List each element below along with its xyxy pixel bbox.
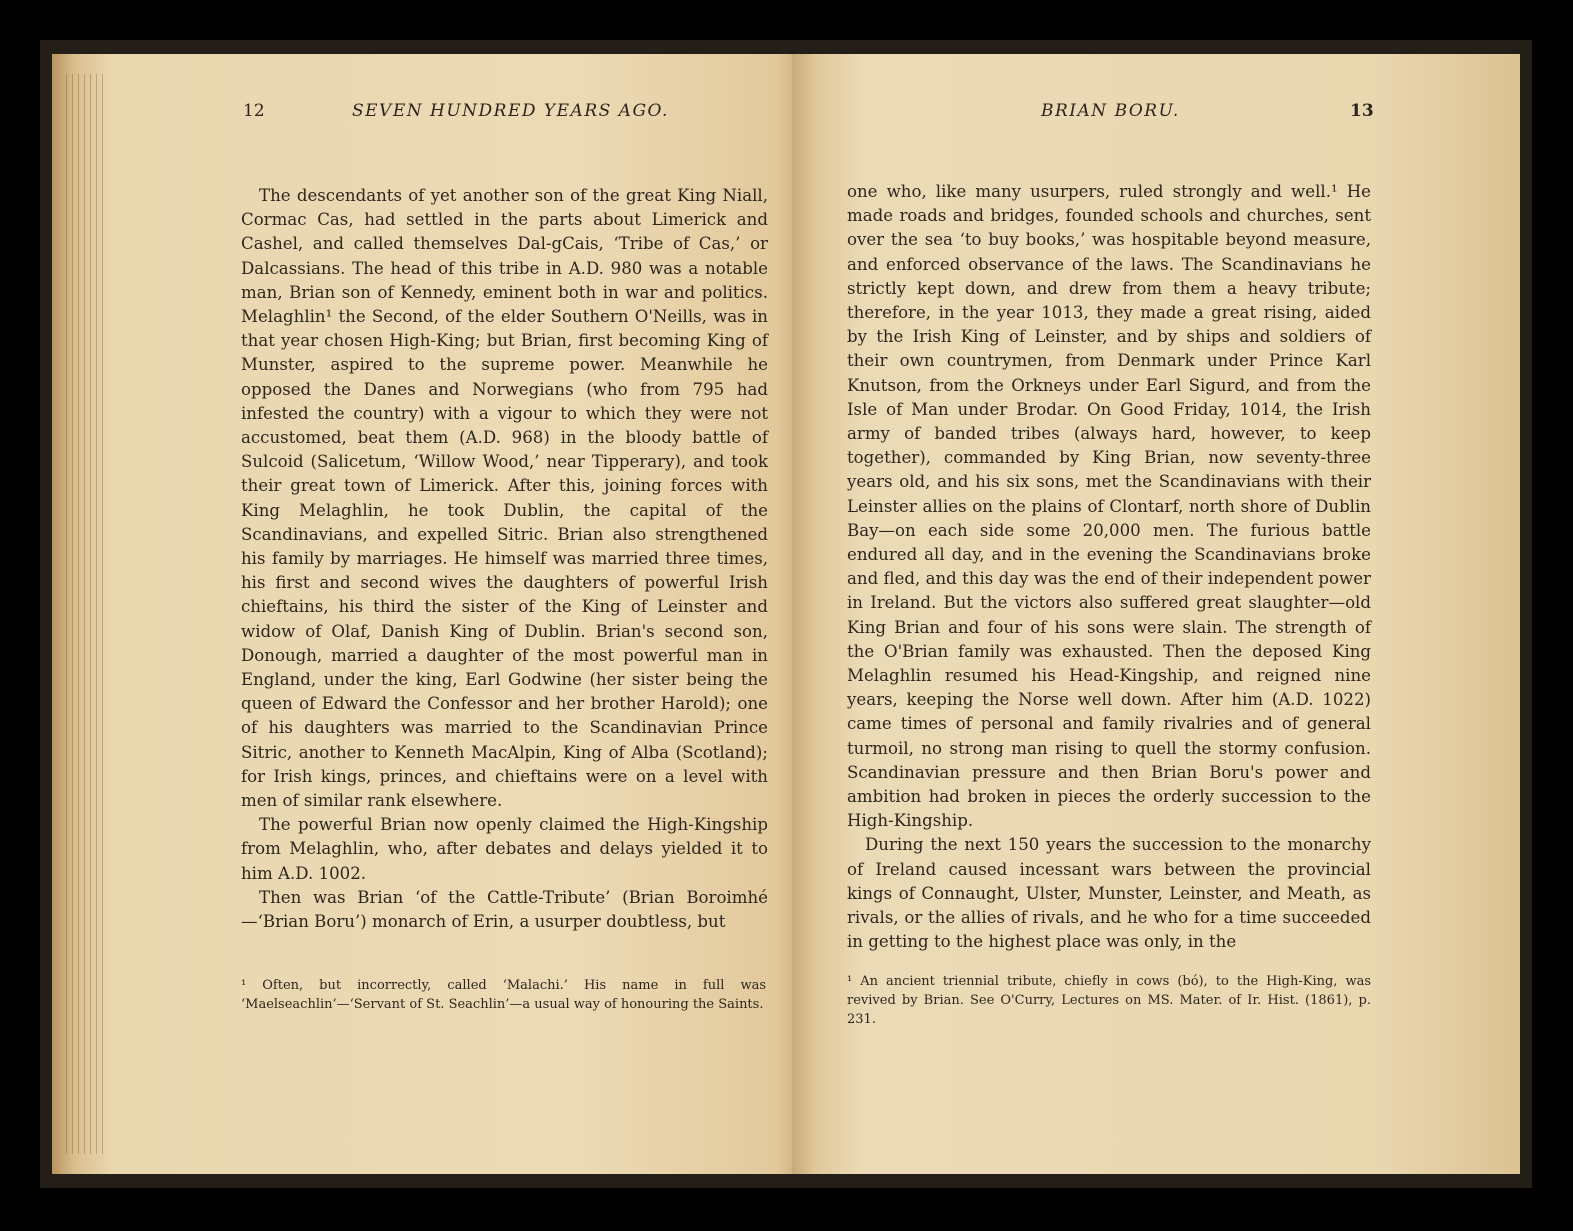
right-running-head: BRIAN BORU. bbox=[1041, 101, 1180, 121]
right-body-text bbox=[847, 180, 1371, 955]
left-footnote: ¹ Often, but incorrectly, called ‘Malachi.’ His name in full was ‘Maelseachlin’—‘Servant of St. Seachlin’—a usual way of honouring the Saints. bbox=[241, 978, 766, 1012]
right-footnote: ¹ An ancient triennial tribute, chiefly in cows (bó), to the High-King, was revived by Brian. See O'Curry, Lectures on MS. Mater. of Ir. Hist. (1861), p. 231. bbox=[847, 974, 1371, 1027]
left-running-head: SEVEN HUNDRED YEARS AGO. bbox=[352, 101, 669, 121]
left-page-number: 12 bbox=[243, 101, 265, 121]
paragraph: The descendants of yet another son of the great King Niall, Cormac Cas, had settled in the parts about Limerick and Cashel, and called themselves Dal-gCais, ‘Tribe of Cas,’ or Dalcassians. The head of this tribe in A.D. 980 was a notable man, Brian son of Kennedy, eminent both in war and politics. Melaghlin¹ the Second, of the elder Southern O'Neills, was in that year chosen High-King; but Brian, first becoming King of Munster, aspired to the supreme power. Meanwhile he opposed the Danes and Norwegians (who from 795 had infested the country) with a vigour to which they were not accustomed, beat them (A.D. 968) in the bloody battle of Sulcoid (Salicetum, ‘Willow Wood,’ near Tipperary), and took their great town of Limerick. After this, joining forces with King Melaghlin, he took Dublin, the capital of the Scandinavians, and expelled Sitric. Brian also strengthened his family by marriages. He himself was married three times, his first and second wives the daughters of powerful Irish chieftains, his third the sister of the King of Leinster and widow of Olaf, Danish King of Dublin. Brian's second son, Donough, married a daughter of the most powerful man in England, under the king, Earl Godwine (her sister being the queen of Edward the Confessor and her brother Harold); one of his daughters was married to the Scandinavian Prince Sitric, another to Kenneth MacAlpin, King of Alba (Scotland); for Irish kings, princes, and chieftains were on a level with men of similar rank elsewhere. bbox=[241, 186, 768, 811]
paragraph: one who, like many usurpers, ruled strongly and well.¹ He made roads and bridges, founded schools and churches, sent over the sea ‘to buy books,’ was hospitable beyond measure, and enforced observance of the laws. The Scandinavians he strictly kept down, and drew from them a heavy tribute; therefore, in the year 1013, they made a great rising, aided by the Irish King of Leinster, and by ships and soldiers of their own countrymen, from Denmark under Prince Karl Knutson, from the Orkneys under Earl Sigurd, and from the Isle of Man under Brodar. On Good Friday, 1014, the Irish army of banded tribes (always hard, however, to keep together), commanded by King Brian, now seventy-three years old, and his six sons, met the Scandinavians with their Leinster allies on the plains of Clontarf, north shore of Dublin Bay—on each side some 20,000 men. The furious battle endured all day, and in the evening the Scandinavians broke and fled, and this day was the end of their independent power in Ireland. But the victors also suffered great slaughter—old King Brian and four of his sons were slain. The strength of the O'Brian family was exhausted. Then the deposed King Melaghlin resumed his Head-Kingship, and reigned nine years, keeping the Norse well down. After him (A.D. 1022) came times of personal and family rivalries and of general turmoil, no strong man rising to quell the stormy confusion. Scandinavian pressure and then Brian Boru's power and ambition had broken in pieces the orderly succession to the High-Kingship. bbox=[847, 182, 1371, 831]
paragraph: During the next 150 years the succession to the monarchy of Ireland caused incessant wars between the provincial kings of Connaught, Ulster, Munster, Leinster, and Meath, as rivals, or the allies of rivals, and he who for a time succeeded in getting to the highest place was only, in the bbox=[847, 835, 1371, 952]
page-edges bbox=[66, 74, 106, 1154]
right-page-number: 13 bbox=[1350, 101, 1374, 121]
left-body-text bbox=[241, 184, 768, 934]
paragraph: Then was Brian ‘of the Cattle-Tribute’ (Brian Boroimhé —‘Brian Boru’) monarch of Erin, a usurper doubtless, but bbox=[241, 887, 768, 932]
paragraph: The powerful Brian now openly claimed the High-Kingship from Melaghlin, who, after debates and delays yielded it to him A.D. 1002. bbox=[241, 815, 768, 883]
